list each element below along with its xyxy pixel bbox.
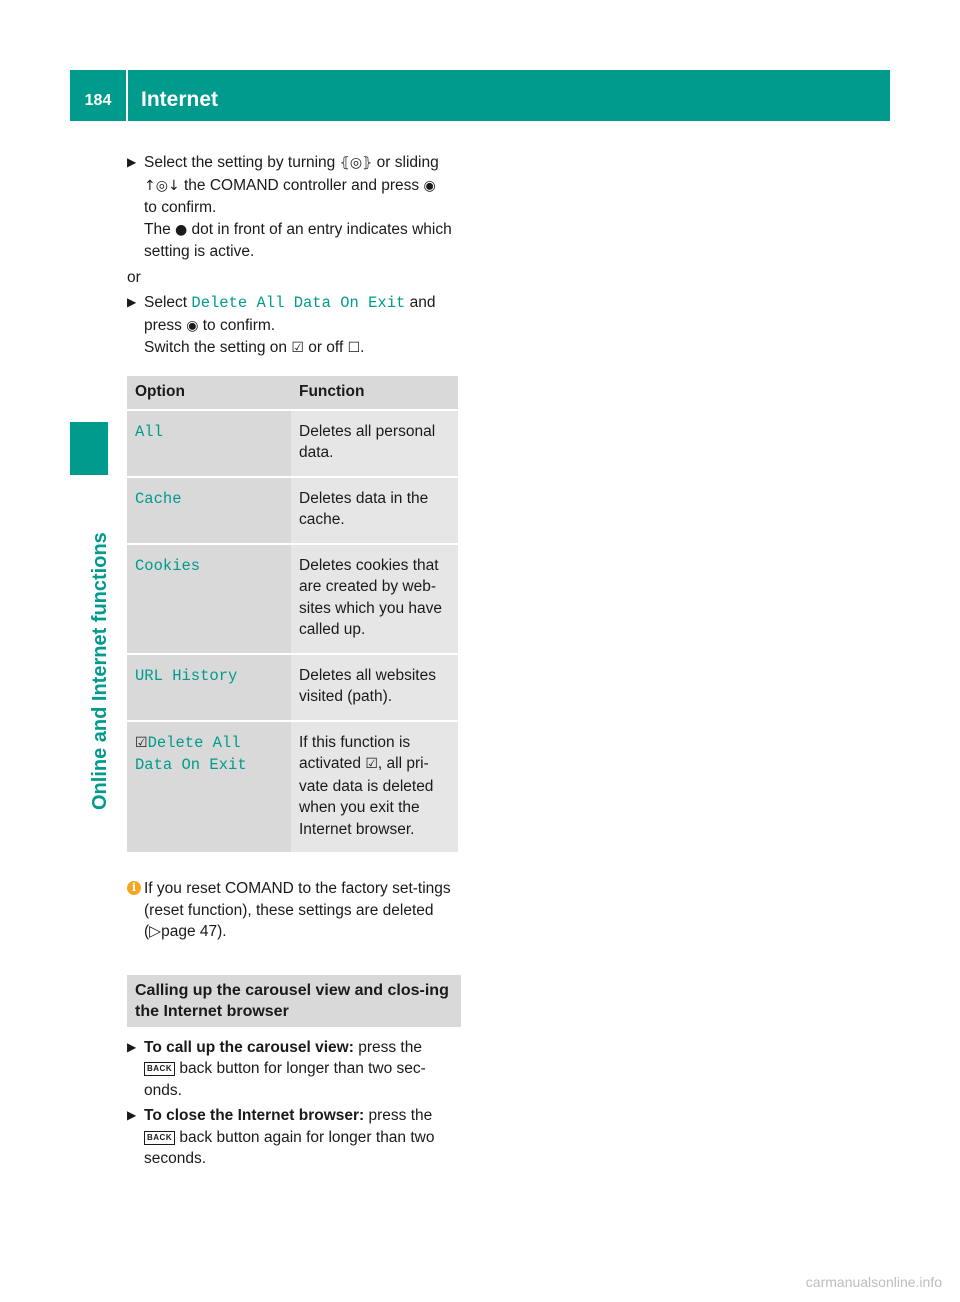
option-code: Delete All Data On Exit: [135, 733, 247, 774]
subheading: Calling up the carousel view and clos-ing the Internet browser: [127, 975, 461, 1027]
turn-controller-icon: ⦃◎⦄: [339, 155, 373, 171]
step-text: dot in front of an entry indicates which setting is active.: [144, 220, 452, 260]
table-row: [127, 721, 458, 854]
option-cell: [127, 477, 291, 544]
option-cell: [127, 544, 291, 654]
table-row: [127, 410, 458, 477]
function-cell: Deletes all personal data.: [291, 410, 458, 477]
side-tab-label: Online and Internet functions: [89, 532, 111, 810]
step-arrow-icon: ▶: [127, 295, 137, 309]
step-text: .: [360, 339, 365, 356]
option-cell: [127, 721, 291, 854]
or-text: or: [127, 268, 141, 286]
step-text: and: [405, 294, 436, 311]
function-cell: Deletes data in the cache.: [291, 477, 458, 544]
checkbox-on-icon: ☑: [135, 734, 148, 751]
step-text: Select: [144, 294, 192, 311]
option-cell: [127, 410, 291, 477]
press-controller-icon: ◉: [423, 177, 436, 194]
option-code: Cache: [135, 489, 182, 508]
back-key-icon: BACK: [144, 1062, 175, 1076]
table-row: [127, 544, 458, 654]
press-controller-icon: ◉: [186, 317, 199, 334]
step-select-setting: [127, 152, 461, 263]
step-delete-on-exit: [127, 292, 461, 360]
watermark: carmanualsonline.info: [805, 1274, 942, 1290]
option-code: All: [135, 422, 163, 441]
step-text: press the: [353, 1038, 422, 1056]
option-code: Cookies: [135, 556, 201, 575]
step-bold-text: To call up the carousel view:: [144, 1038, 354, 1056]
table-header-row: [127, 376, 458, 410]
step-text: back button for longer than two sec-onds.: [144, 1060, 426, 1099]
step-text: Select the setting by turning: [144, 154, 340, 171]
info-text: If you reset COMAND to the factory set-tings (reset function), these settings are deleted (: [144, 880, 451, 940]
function-cell: Deletes all websites visited (path).: [291, 654, 458, 721]
step-arrow-icon: ▶: [127, 1108, 137, 1122]
step-text: or off: [303, 339, 348, 356]
checkbox-on-icon: ☑: [291, 340, 304, 356]
column-header: Option: [127, 376, 291, 410]
page-number: 184: [84, 92, 112, 109]
close-browser-step: [127, 1105, 461, 1170]
step-text: The: [144, 220, 176, 238]
side-tab-marker: [70, 422, 108, 475]
checkbox-off-icon: ☐: [347, 340, 361, 356]
table-row: [127, 654, 458, 721]
header-divider: [126, 70, 128, 121]
option-cell: [127, 654, 291, 721]
section-title: Internet: [141, 88, 219, 111]
option-code: URL History: [135, 666, 238, 685]
table-row: [127, 477, 458, 544]
page-ref-link[interactable]: page 47: [161, 923, 218, 940]
column-header: Function: [291, 376, 458, 410]
function-cell: [291, 721, 458, 854]
menu-item-code: Delete All Data On Exit: [191, 294, 406, 312]
page-ref-arrow-icon: ▷: [149, 923, 162, 940]
active-dot-icon: ●: [175, 221, 188, 238]
info-icon: i: [127, 881, 141, 895]
info-note: [127, 878, 461, 943]
step-text: or sliding: [372, 154, 439, 171]
step-text: the COMAND controller and press: [179, 176, 424, 194]
step-text: back button again for longer than two seconds.: [144, 1128, 435, 1167]
step-text: press: [144, 316, 187, 334]
step-text: Switch the setting on: [144, 339, 292, 356]
step-text: press the: [364, 1107, 433, 1124]
step-text: to confirm.: [198, 316, 276, 334]
slide-controller-icon: ↑◎↓: [144, 177, 180, 194]
function-cell: Deletes cookies that are created by web-sites which you have called up.: [291, 544, 458, 654]
step-bold-text: To close the Internet browser:: [144, 1107, 365, 1124]
step-text: to confirm.: [144, 199, 217, 216]
function-text: , all pri-vate data is deleted when you exit the Internet browser.: [299, 755, 434, 838]
options-table: [127, 376, 458, 855]
checkbox-on-icon: ☑: [365, 756, 378, 772]
carousel-step: [127, 1037, 461, 1102]
info-text: ).: [217, 923, 227, 940]
main-content: [127, 152, 461, 1170]
step-arrow-icon: ▶: [127, 155, 137, 169]
step-arrow-icon: ▶: [127, 1039, 137, 1054]
back-key-icon: BACK: [144, 1131, 175, 1145]
function-text: If this function is activated: [299, 733, 411, 772]
